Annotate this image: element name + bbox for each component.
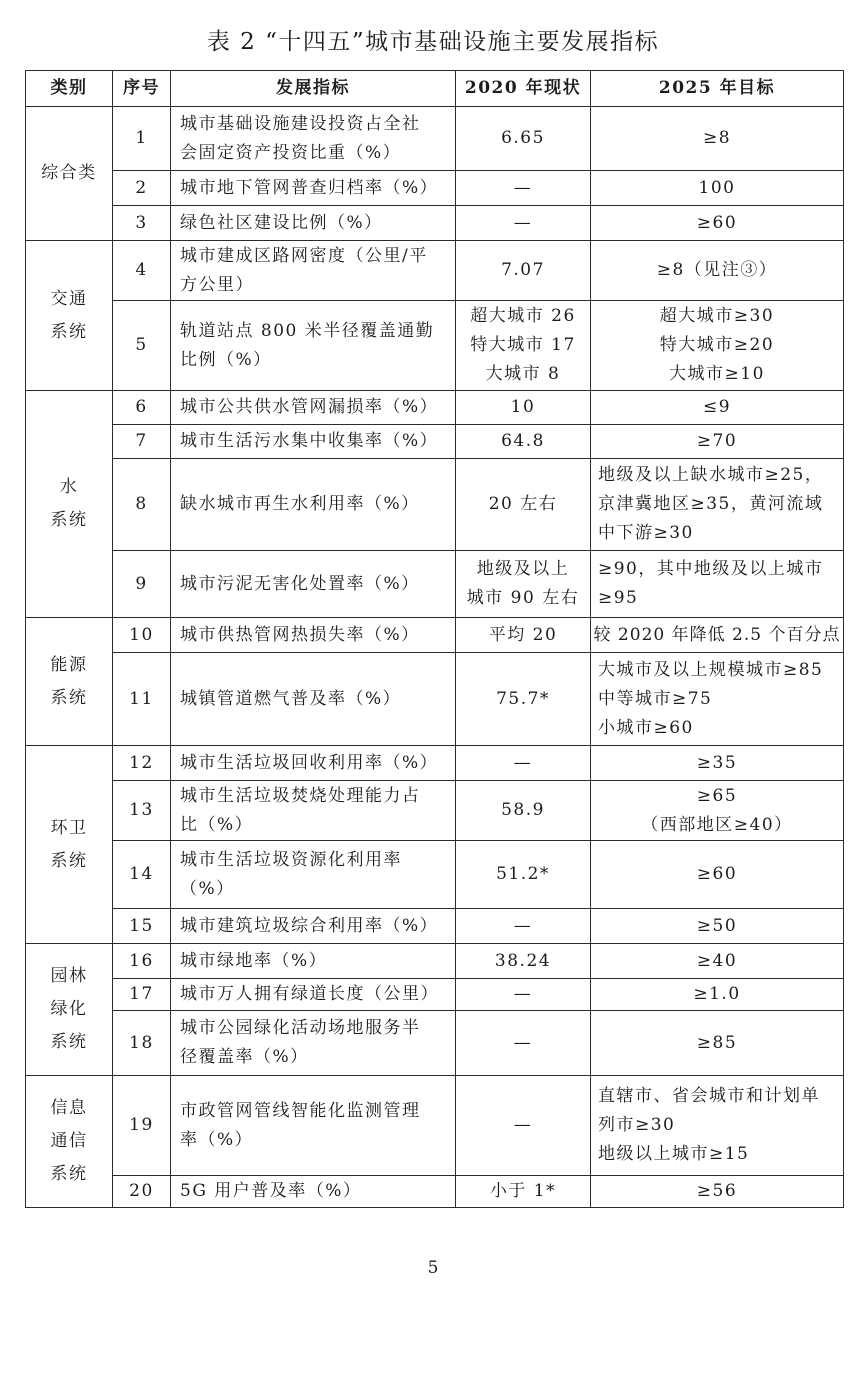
indicator-line: 城市生活垃圾焚烧处理能力占 [180,785,421,806]
target-2025 [591,459,844,551]
table-row [26,551,844,618]
indicator-line: 绿色社区建设比例（%） [180,212,383,233]
target-line: 直辖市、省会城市和计划单 [598,1086,820,1106]
indicator-name [171,1176,456,1208]
row-number: 5 [113,301,171,391]
indicator-name [171,391,456,425]
indicator-line: 方公里） [180,274,254,295]
table-row [26,909,844,944]
category-line: 系统 [50,321,88,342]
indicator-name [171,944,456,979]
row-number: 16 [113,944,171,979]
indicator-line: 城市公园绿化活动场地服务半 [180,1018,421,1038]
target-line: ≥60 [696,212,738,233]
indicator-name [171,781,456,841]
target-line: ≥60 [696,864,738,884]
indicator-line: 市政管网管线智能化监测管理 [180,1100,421,1121]
status-line: 38.24 [494,950,552,971]
indicator-line: 缺水城市再生水利用率（%） [180,494,420,514]
category-line: 综合类 [41,163,97,183]
target-line: 地级及以上缺水城市≥25， [598,465,824,485]
status-line: 6.65 [501,128,545,148]
row-number: 2 [113,171,171,206]
target-line: 列市≥30 [598,1115,676,1135]
status-line: 特大城市 17 [470,335,576,355]
table-row [26,1076,844,1176]
target-line: ≥8（见注③） [656,260,778,280]
row-number: 8 [113,459,171,551]
status-line: 平均 20 [488,624,558,645]
target-2025 [591,1176,844,1208]
target-2025 [591,746,844,781]
row-number: 10 [113,618,171,653]
status-2020 [456,781,591,841]
row-number: 15 [113,909,171,944]
target-2025 [591,107,844,171]
indicator-line: 城市供热管网热损失率（%） [180,624,420,645]
row-number: 17 [113,979,171,1011]
target-line: 小城市≥60 [598,717,694,738]
category-cell [26,944,113,1076]
target-2025 [591,909,844,944]
status-2020 [456,618,591,653]
indicator-name [171,746,456,781]
row-number: 6 [113,391,171,425]
category-cell [26,241,113,391]
status-line: 大城市 8 [485,364,561,384]
target-2025 [591,1011,844,1076]
target-2025 [591,618,844,653]
indicator-line: 城市生活垃圾资源化利用率 [180,849,402,870]
indicator-line: 径覆盖率（%） [180,1047,309,1067]
table-row [26,979,844,1011]
indicator-name [171,1011,456,1076]
indicator-name [171,618,456,653]
target-line: ≥90，其中地级及以上城市 [598,559,824,579]
row-number: 13 [113,781,171,841]
indicator-line: 率（%） [180,1129,254,1150]
indicator-line: 城市生活垃圾回收利用率（%） [180,752,439,773]
status-line: 超大城市 26 [470,306,576,326]
target-2025 [591,551,844,618]
category-cell [26,1076,113,1208]
target-line: ≤9 [702,397,732,417]
table-row [26,391,844,425]
indicator-line: 城市绿地率（%） [180,950,328,971]
table-row [26,1176,844,1208]
status-line: — [513,1115,533,1135]
target-line: ≥8 [702,128,732,148]
status-2020 [456,551,591,618]
header-indicator: 发展指标 [171,71,456,107]
category-line: 环卫 [50,817,88,838]
target-line: 京津冀地区≥35，黄河流域 [598,494,824,514]
indicator-line: 会固定资产投资比重（%） [180,142,402,163]
status-2020 [456,241,591,301]
target-line: ≥85 [696,1032,738,1053]
table-row [26,425,844,459]
status-2020 [456,1176,591,1208]
row-number: 4 [113,241,171,301]
indicator-line: 轨道站点 800 米半径覆盖通勤 [180,320,435,341]
category-line: 绿化 [50,999,88,1019]
category-line: 系统 [50,1164,88,1184]
target-line: 特大城市≥20 [659,335,775,355]
category-line: 系统 [50,1032,88,1052]
indicator-line: 城市污泥无害化处置率（%） [180,573,420,594]
category-line: 系统 [50,687,88,708]
indicator-line: 城市生活污水集中收集率（%） [180,431,439,451]
row-number: 18 [113,1011,171,1076]
header-number: 序号 [113,71,171,107]
status-line: 10 [510,397,536,417]
status-2020 [456,425,591,459]
indicator-name [171,241,456,301]
category-line: 园林 [50,966,88,986]
table-row [26,241,844,301]
status-2020 [456,1076,591,1176]
indicator-line: 城市地下管网普查归档率（%） [180,177,439,198]
status-line: — [513,1032,533,1053]
target-line: 较 2020 年降低 2.5 个百分点 [593,624,841,645]
row-number: 12 [113,746,171,781]
target-2025 [591,979,844,1011]
indicator-line: 城市建成区路网密度（公里/平 [180,245,428,266]
target-2025 [591,944,844,979]
target-2025 [591,171,844,206]
table-row [26,206,844,241]
target-line: ≥35 [696,752,738,773]
status-2020 [456,206,591,241]
target-2025 [591,1076,844,1176]
indicator-name [171,979,456,1011]
status-2020 [456,391,591,425]
indicator-name [171,425,456,459]
table-row [26,781,844,841]
table-row [26,1011,844,1076]
table-row [26,301,844,391]
row-number: 11 [113,653,171,746]
target-line: 地级以上城市≥15 [598,1144,750,1164]
status-line: 51.2* [496,864,550,884]
status-line: — [513,212,533,233]
indicator-name [171,909,456,944]
target-2025 [591,241,844,301]
target-2025 [591,425,844,459]
category-line: 水 [59,477,79,497]
target-line: ≥1.0 [693,984,741,1004]
row-number: 7 [113,425,171,459]
indicator-name [171,1076,456,1176]
category-cell [26,391,113,618]
target-2025 [591,781,844,841]
target-line: 大城市及以上规模城市≥85 [598,659,824,680]
indicator-line: 城市万人拥有绿道长度（公里） [180,984,439,1004]
indicator-name [171,206,456,241]
indicator-table [25,70,844,1208]
indicator-line: 比（%） [180,814,254,835]
status-2020 [456,944,591,979]
indicator-line: 5G 用户普及率（%） [180,1181,362,1201]
status-2020 [456,653,591,746]
table-row [26,746,844,781]
status-line: — [513,752,533,773]
status-2020 [456,909,591,944]
header-target-2025: 2025 年目标 [591,71,844,107]
status-line: 64.8 [501,431,545,451]
page-number: 5 [427,1258,439,1278]
indicator-name [171,171,456,206]
category-line: 交通 [50,288,88,309]
target-2025 [591,841,844,909]
status-line: 75.7* [496,688,550,709]
status-2020 [456,1011,591,1076]
indicator-line: 城市公共供水管网漏损率（%） [180,397,439,417]
category-line: 通信 [50,1131,88,1151]
status-line: 58.9 [501,800,545,820]
indicator-line: 城市基础设施建设投资占全社 [180,113,421,134]
indicator-line: 城镇管道燃气普及率（%） [180,688,402,709]
row-number: 9 [113,551,171,618]
table-row [26,459,844,551]
target-2025 [591,653,844,746]
status-2020 [456,459,591,551]
status-line: 城市 90 左右 [466,588,580,608]
target-line: ≥56 [696,1181,738,1201]
status-line: — [513,915,533,936]
target-2025 [591,206,844,241]
target-line: 100 [698,177,736,198]
header-status-2020: 2020 年现状 [456,71,591,107]
row-number: 20 [113,1176,171,1208]
indicator-line: （%） [180,878,235,899]
target-line: 中等城市≥75 [598,688,713,709]
indicator-name [171,841,456,909]
status-2020 [456,171,591,206]
target-line: ≥65 [696,785,738,806]
indicator-name [171,653,456,746]
page-title: 表 2 “十四五”城市基础设施主要发展指标 [206,29,660,55]
header-category: 类别 [26,71,113,107]
indicator-name [171,301,456,391]
status-line: 7.07 [501,260,545,280]
table-row [26,107,844,171]
target-line: ≥40 [696,950,738,971]
status-line: 小于 1* [489,1181,557,1201]
status-2020 [456,301,591,391]
status-line: — [513,984,533,1004]
category-line: 系统 [50,510,88,530]
category-line: 能源 [50,654,88,675]
target-line: ≥70 [696,431,738,451]
category-line: 信息 [50,1098,88,1118]
table-header-row [26,71,844,107]
indicator-name [171,459,456,551]
status-line: 20 左右 [488,494,558,514]
indicator-line: 比例（%） [180,349,272,370]
table-row [26,618,844,653]
status-2020 [456,107,591,171]
status-2020 [456,746,591,781]
status-line: 地级及以上 [476,559,570,579]
indicator-name [171,107,456,171]
row-number: 19 [113,1076,171,1176]
target-line: （西部地区≥40） [641,814,793,835]
target-line: ≥95 [598,588,639,608]
status-2020 [456,841,591,909]
category-cell [26,618,113,746]
category-cell [26,107,113,241]
target-2025 [591,391,844,425]
row-number: 14 [113,841,171,909]
target-line: ≥50 [696,915,738,936]
target-line: 中下游≥30 [598,523,694,543]
category-cell [26,746,113,944]
indicator-name [171,551,456,618]
row-number: 1 [113,107,171,171]
table-row [26,841,844,909]
status-2020 [456,979,591,1011]
target-2025 [591,301,844,391]
indicator-line: 城市建筑垃圾综合利用率（%） [180,915,439,936]
table-row [26,653,844,746]
row-number: 3 [113,206,171,241]
table-row [26,171,844,206]
category-line: 系统 [50,850,88,871]
table-row [26,944,844,979]
status-line: — [513,177,533,198]
target-line: 大城市≥10 [669,364,765,384]
target-line: 超大城市≥30 [659,306,775,326]
